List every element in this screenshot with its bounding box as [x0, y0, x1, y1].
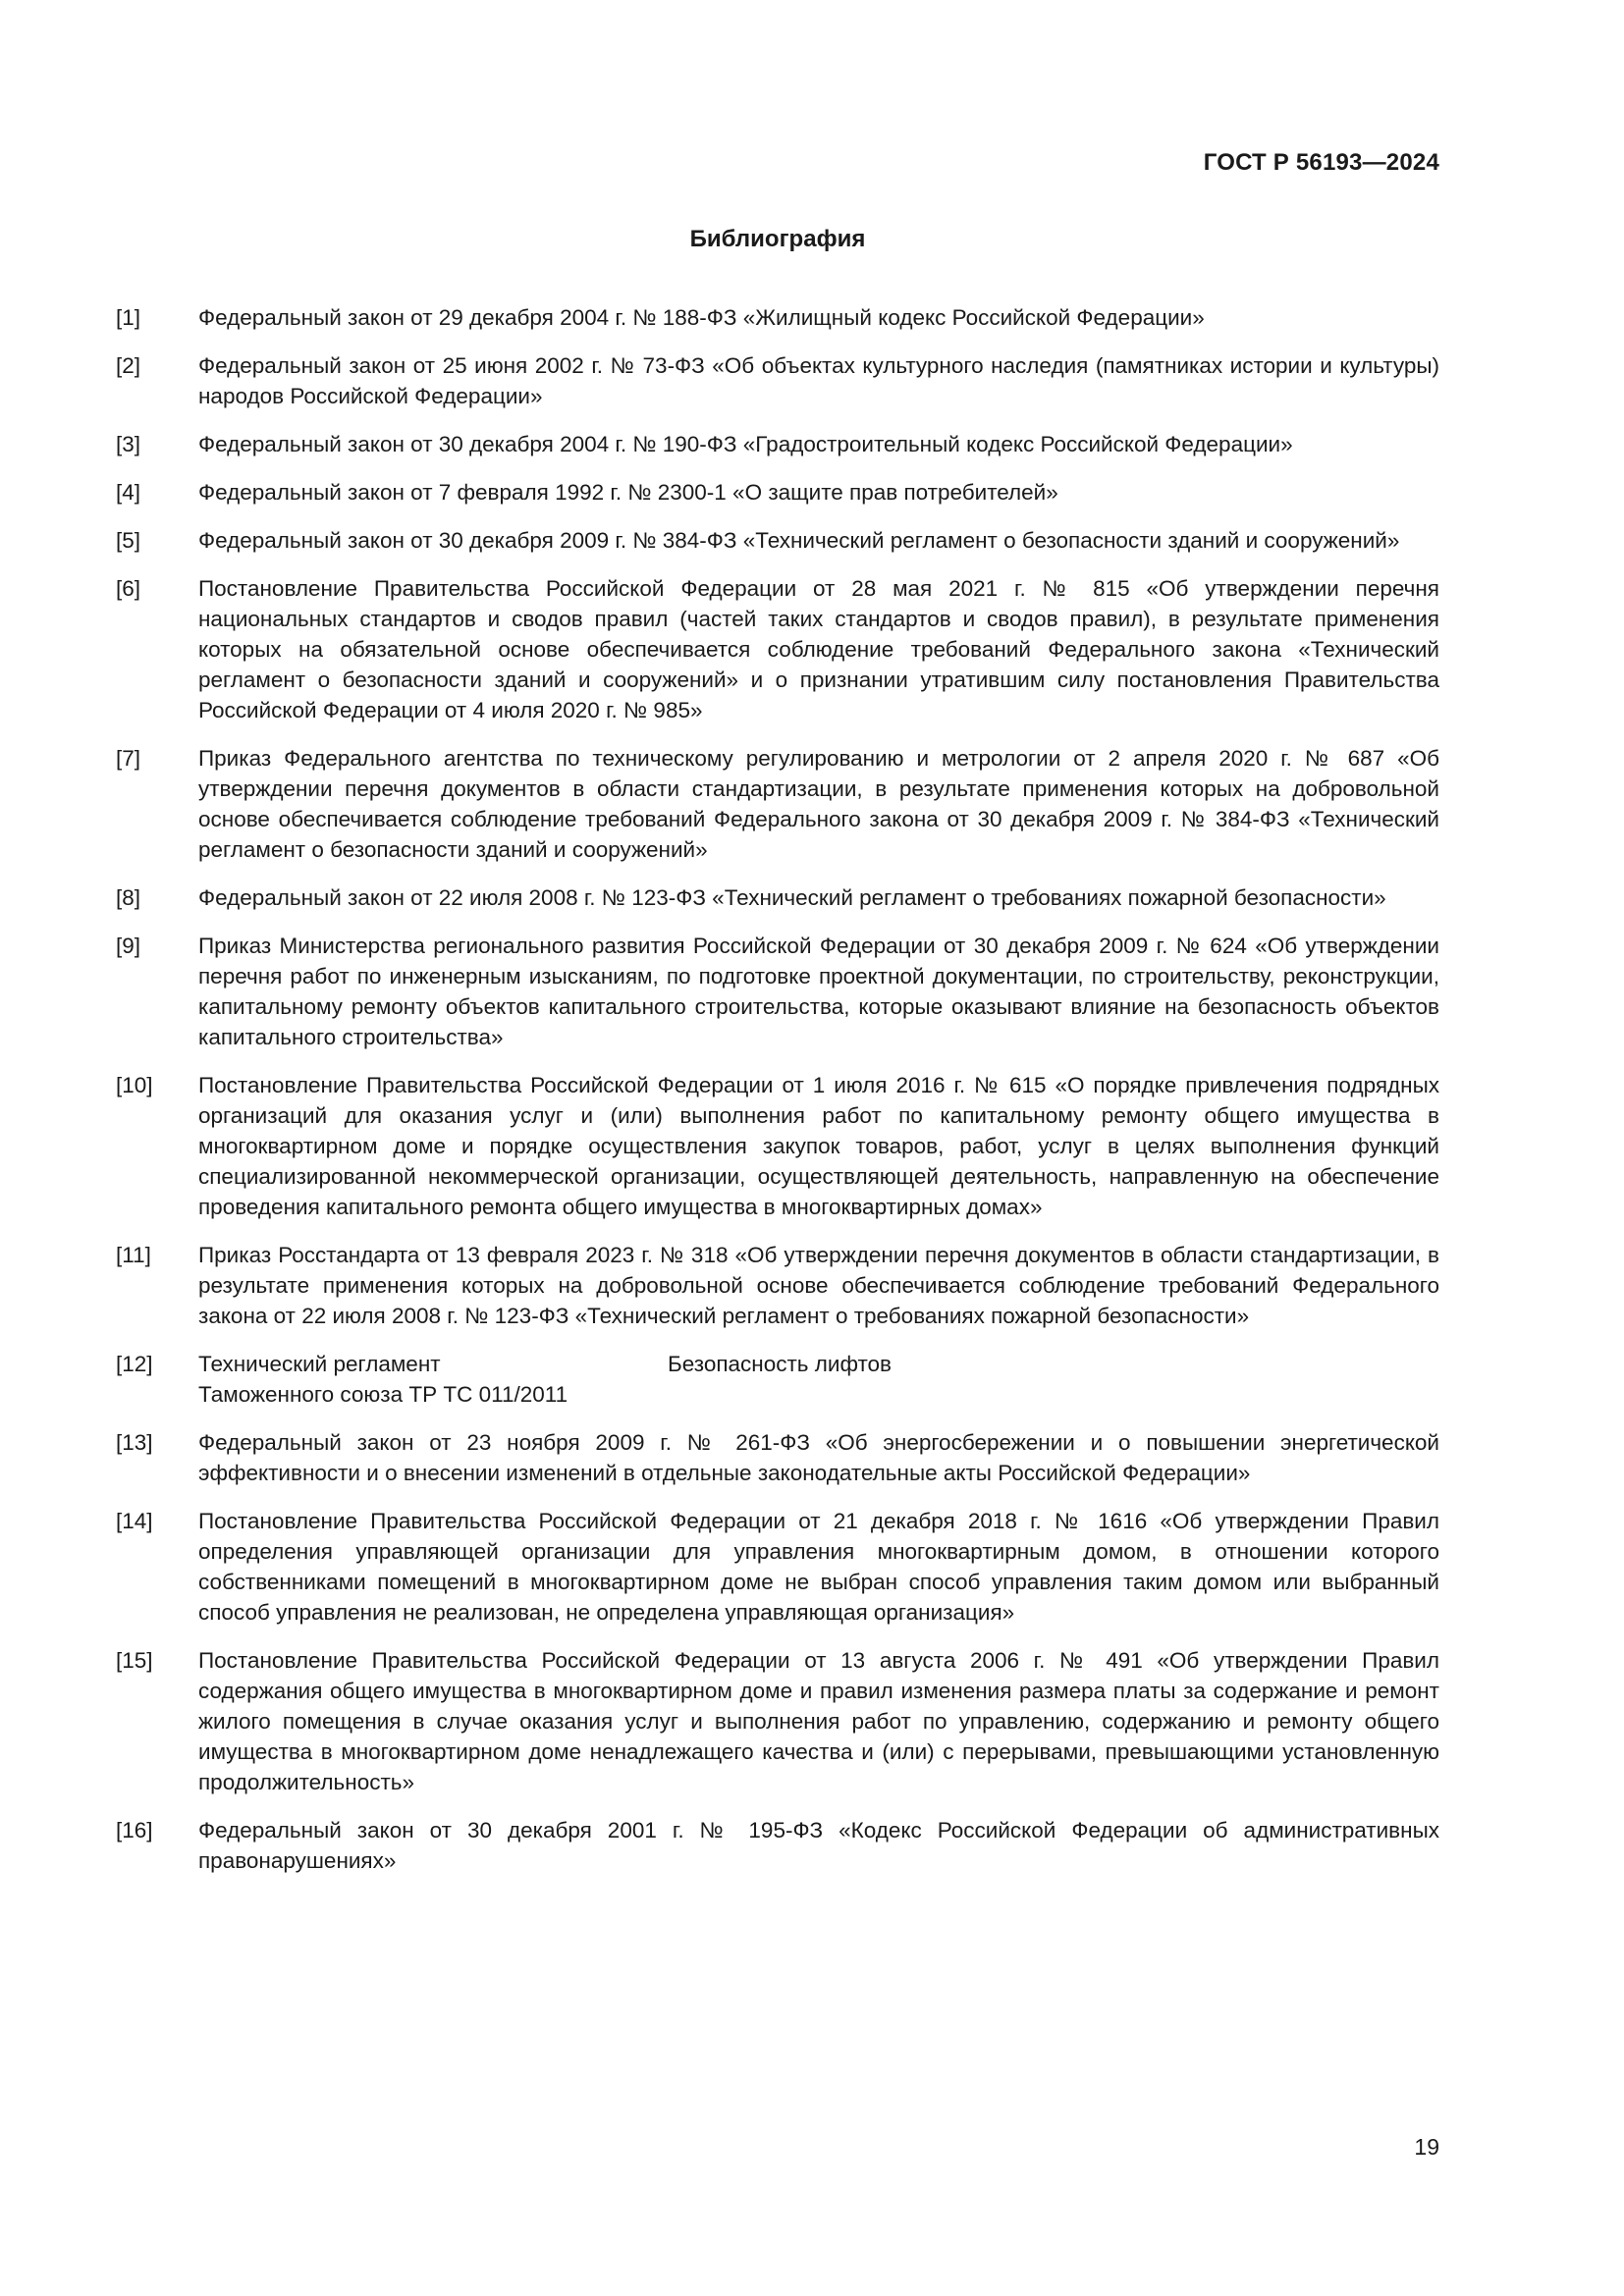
bib-number: [16]: [116, 1818, 153, 1842]
bib-text: Федеральный закон от 22 июля 2008 г. № 123-ФЗ «Технический регламент о требованиях пожарной безопасности»: [198, 885, 1386, 910]
bibliography-list: [116, 302, 1439, 1894]
bib-text: Федеральный закон от 29 декабря 2004 г. № 188-ФЗ «Жилищный кодекс Российской Федерации»: [198, 305, 1205, 330]
regulation-title: [198, 1349, 668, 1410]
bib-entry: [116, 743, 1439, 865]
bib-entry: [116, 1070, 1439, 1222]
bib-entry: [116, 1815, 1439, 1876]
bib-number: [9]: [116, 934, 141, 958]
bib-number: [3]: [116, 432, 141, 456]
bib-entry: [116, 1506, 1439, 1628]
bib-text: Федеральный закон от 25 июня 2002 г. № 73-ФЗ «Об объектах культурного наследия (памятниках истории и культуры) народов Российской Федерации»: [198, 353, 1439, 408]
bib-text: Федеральный закон от 30 декабря 2004 г. № 190-ФЗ «Градостроительный кодекс Российской Федерации»: [198, 432, 1293, 456]
bib-text: Постановление Правительства Российской Федерации от 13 августа 2006 г. № 491 «Об утверждении Правил содержания общего имущества в многоквартирном доме и правил изменения размера платы за содержание и ремонт жилого помещения в случае оказания услуг и выполнения работ по управлению, содержанию и ремонту общего имущества в многоквартирном доме ненадлежащего качества и (или) с перерывами, превышающими установленную продолжительность»: [198, 1648, 1439, 1794]
bib-entry: [116, 931, 1439, 1052]
bib-number: [12]: [116, 1352, 153, 1376]
bib-text: Федеральный закон от 30 декабря 2001 г. № 195-ФЗ «Кодекс Российской Федерации об административных правонарушениях»: [198, 1818, 1439, 1873]
bib-number: [14]: [116, 1509, 153, 1533]
bib-text: Приказ Министерства регионального развития Российской Федерации от 30 декабря 2009 г. № 624 «Об утверждении перечня работ по инженерным изысканиям, по подготовке проектной документации, по строительству, реконструкции, капитальному ремонту объектов капитального строительства, которые оказывают влияние на безопасность объектов капитального строительства»: [198, 934, 1439, 1049]
bib-number: [11]: [116, 1243, 151, 1267]
page-number: 19: [1414, 2134, 1439, 2160]
bib-entry: [116, 302, 1439, 333]
bib-text: Приказ Росстандарта от 13 февраля 2023 г. № 318 «Об утверждении перечня документов в области стандартизации, в результате применения которых на добровольной основе обеспечивается соблюдение требований Федерального закона от 22 июля 2008 г. № 123-ФЗ «Технический регламент о требованиях пожарной безопасности»: [198, 1243, 1439, 1328]
bib-text: Федеральный закон от 30 декабря 2009 г. № 384-ФЗ «Технический регламент о безопасности зданий и сооружений»: [198, 528, 1400, 553]
bib-entry: [116, 350, 1439, 411]
document-code: ГОСТ Р 56193—2024: [1203, 149, 1439, 176]
bibliography-heading: Библиография: [689, 226, 866, 252]
bib-entry: [116, 1427, 1439, 1488]
bib-entry: [116, 573, 1439, 725]
bib-entry: [116, 1349, 1439, 1410]
bib-entry: [116, 882, 1439, 913]
bib-entry: [116, 477, 1439, 507]
bib-number: [2]: [116, 353, 141, 378]
bib-text: Постановление Правительства Российской Федерации от 21 декабря 2018 г. № 1616 «Об утверждении Правил определения управляющей организации для управления многоквартирным домом, в отношении которого собственниками помещений в многоквартирном доме не выбран способ управления таким домом или выбранный способ управления не реализован, не определена управляющая организация»: [198, 1509, 1439, 1625]
bib-number: [10]: [116, 1073, 153, 1097]
bib-two-column-text: [198, 1349, 1439, 1410]
bib-text: Федеральный закон от 7 февраля 1992 г. № 2300-1 «О защите прав потребителей»: [198, 480, 1058, 505]
bib-number: [1]: [116, 305, 141, 330]
regulation-title-line: Технический регламент: [198, 1352, 441, 1376]
bib-entry: [116, 429, 1439, 459]
bib-number: [15]: [116, 1648, 153, 1673]
bib-number: [6]: [116, 576, 141, 601]
bib-text: Постановление Правительства Российской Федерации от 1 июля 2016 г. № 615 «О порядке привлечения подрядных организаций для оказания услуг и (или) выполнения работ по капитальному ремонту общего имущества в многоквартирном доме и порядке осуществления закупок товаров, работ, услуг в целях выполнения функций специализированной некоммерческой организации, осуществляющей деятельность, направленную на обеспечение проведения капитального ремонта общего имущества в многоквартирных домах»: [198, 1073, 1439, 1219]
bib-entry: [116, 525, 1439, 556]
bib-text: Постановление Правительства Российской Федерации от 28 мая 2021 г. № 815 «Об утверждении перечня национальных стандартов и сводов правил (частей таких стандартов и сводов правил), в результате применения которых на обязательной основе обеспечивается соблюдение требований Федерального закона «Технический регламент о безопасности зданий и сооружений» и о признании утратившим силу постановления Правительства Российской Федерации от 4 июля 2020 г. № 985»: [198, 576, 1439, 722]
bib-number: [8]: [116, 885, 141, 910]
bib-number: [7]: [116, 746, 141, 771]
bib-number: [13]: [116, 1430, 153, 1455]
bib-entry: [116, 1240, 1439, 1331]
bib-number: [4]: [116, 480, 141, 505]
bib-number: [5]: [116, 528, 141, 553]
regulation-title-line: Таможенного союза ТР ТС 011/2011: [198, 1382, 568, 1407]
bib-text: Приказ Федерального агентства по техническому регулированию и метрологии от 2 апреля 2020 г. № 687 «Об утверждении перечня документов в области стандартизации, в результате применения которых на добровольной основе обеспечивается соблюдение требований Федерального закона от 30 декабря 2009 г. № 384-ФЗ «Технический регламент о безопасности зданий и сооружений»: [198, 746, 1439, 862]
regulation-subject: Безопасность лифтов: [668, 1352, 893, 1376]
bib-text: Федеральный закон от 23 ноября 2009 г. № 261-ФЗ «Об энергосбережении и о повышении энергетической эффективности и о внесении изменений в отдельные законодательные акты Российской Федерации»: [198, 1430, 1439, 1485]
bib-entry: [116, 1645, 1439, 1797]
